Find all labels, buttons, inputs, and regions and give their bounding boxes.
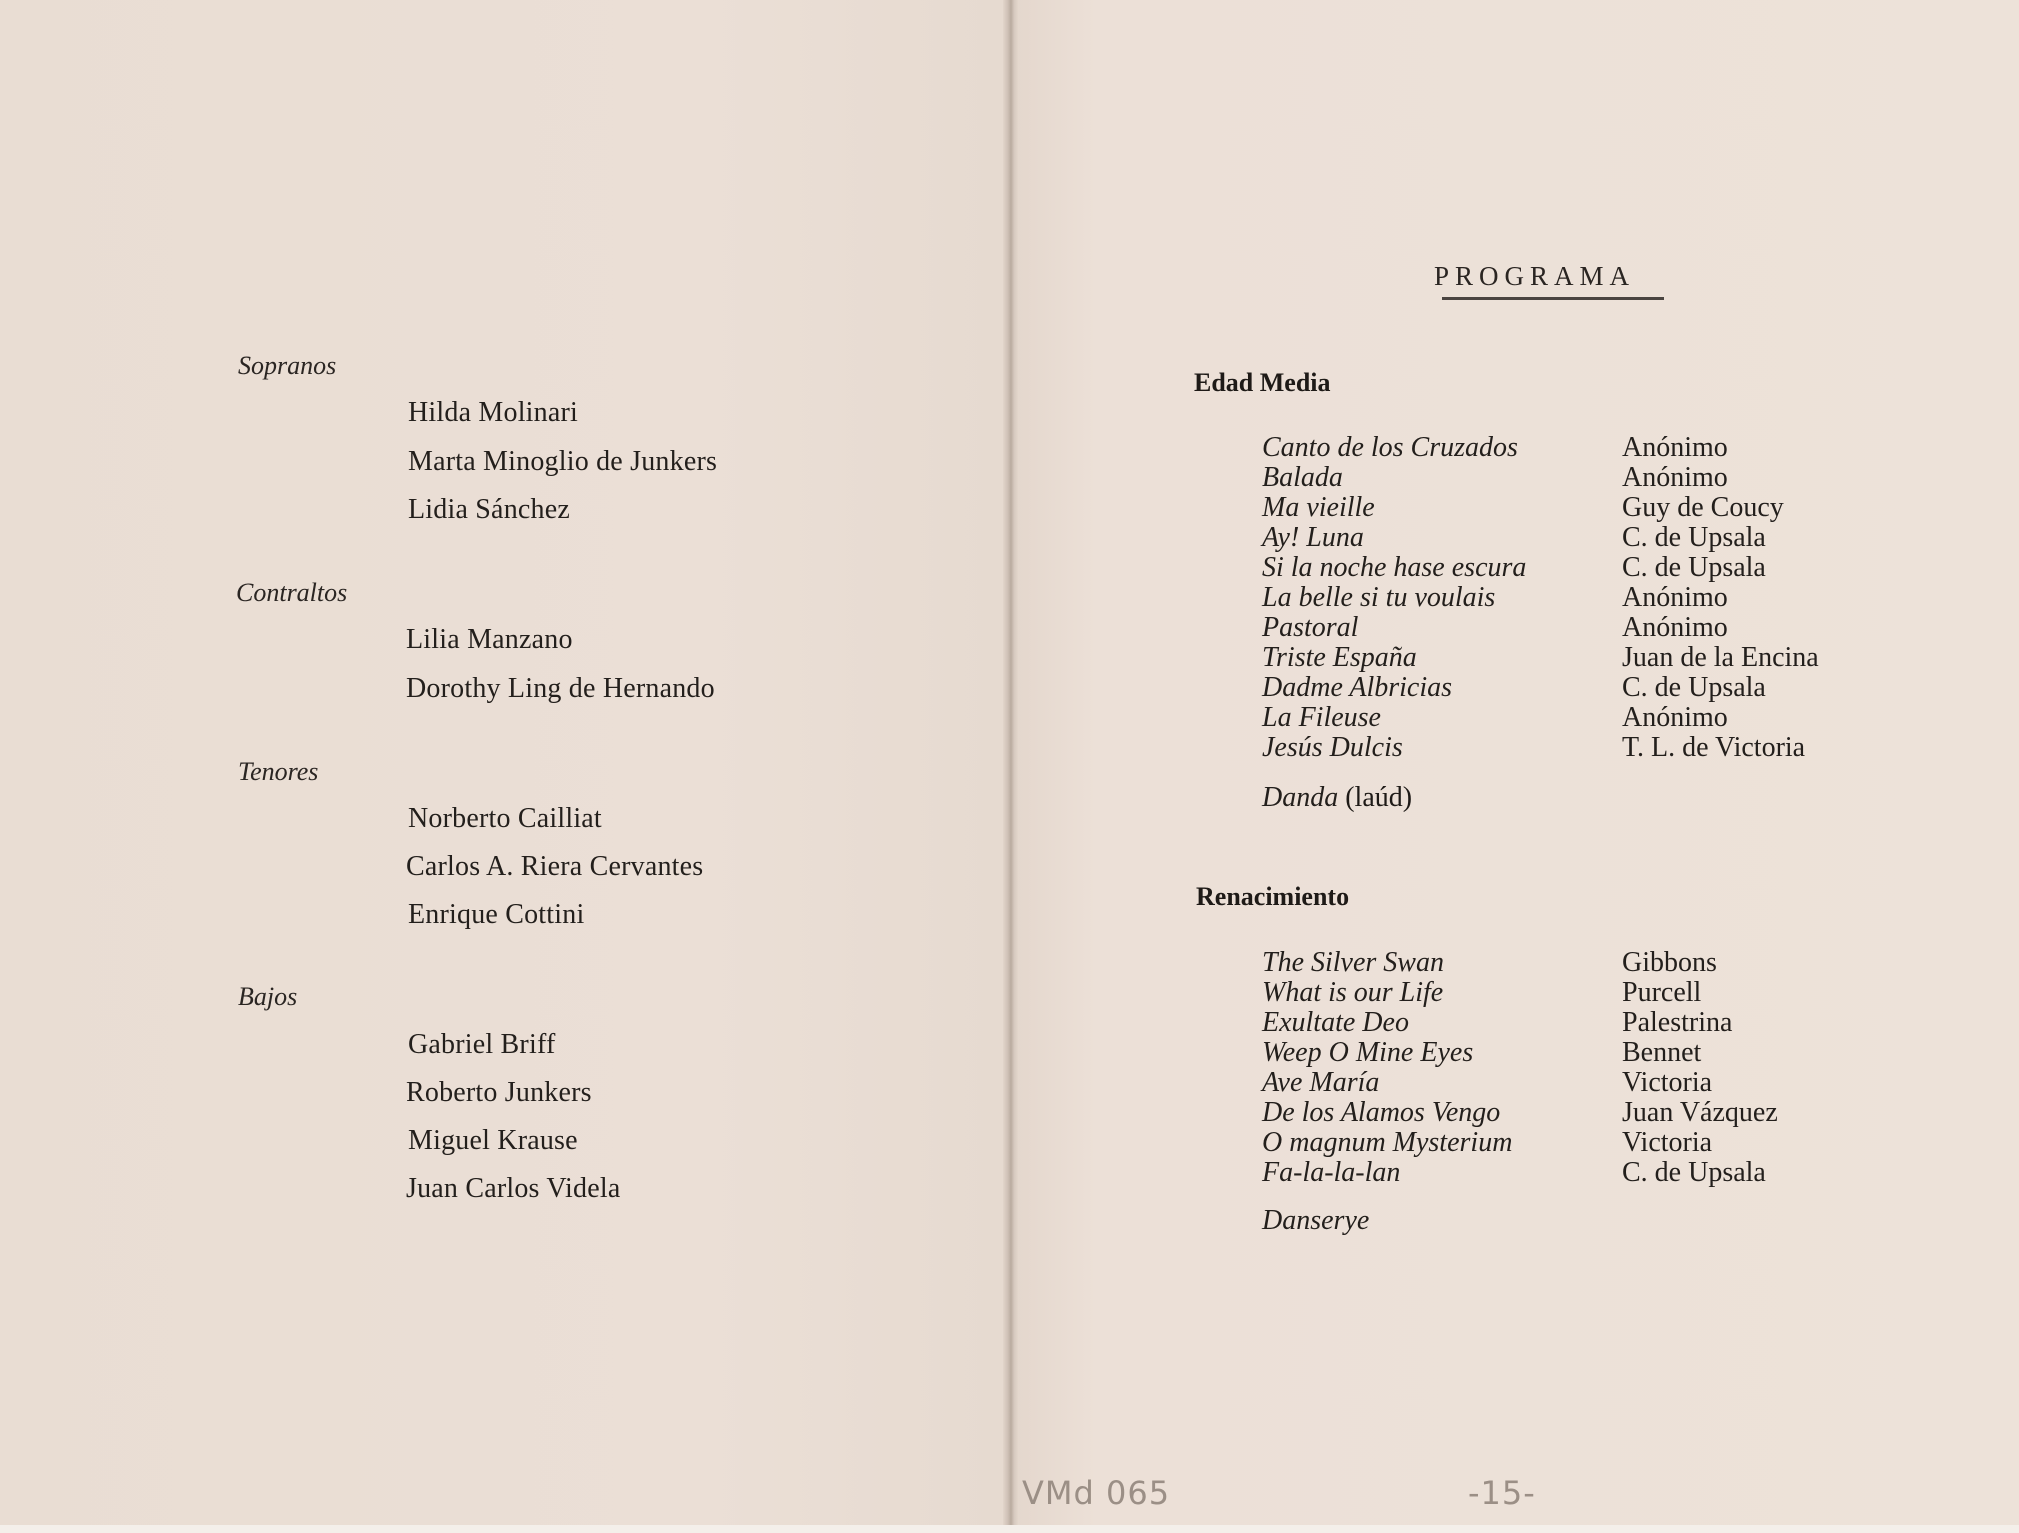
composer-name: C. de Upsala — [1622, 1157, 1766, 1188]
work-title: Fa-la-la-lan — [1262, 1157, 1401, 1188]
member-name: Marta Minoglio de Junkers — [408, 446, 718, 477]
member-name: Miguel Krause — [408, 1125, 578, 1156]
composer-name: Palestrina — [1622, 1007, 1733, 1038]
work-title: Exultate Deo — [1262, 1007, 1409, 1038]
member-name: Enrique Cottini — [408, 899, 585, 930]
title-underline — [1442, 297, 1664, 300]
member-name: Juan Carlos Videla — [406, 1173, 621, 1204]
section-heading-edad-media: Edad Media — [1194, 368, 1331, 397]
right-page — [1016, 0, 2019, 1533]
composer-name: Gibbons — [1622, 947, 1717, 978]
work-title: What is our Life — [1262, 977, 1444, 1008]
member-name: Dorothy Ling de Hernando — [406, 673, 715, 704]
voice-label-sopranos: Sopranos — [238, 351, 337, 380]
center-fold — [1003, 0, 1019, 1533]
member-name: Lilia Manzano — [406, 624, 573, 655]
work-title: Canto de los Cruzados — [1262, 432, 1518, 463]
work-title: Pastoral — [1262, 612, 1359, 643]
catalog-mark: VMd 065 — [1022, 1474, 1171, 1512]
instrumental-item: Danserye — [1262, 1205, 1370, 1236]
page-edge — [0, 1525, 2019, 1533]
composer-name: Purcell — [1622, 977, 1702, 1008]
voice-label-contraltos: Contraltos — [236, 578, 348, 607]
composer-name: Anónimo — [1622, 582, 1728, 613]
member-name: Gabriel Briff — [408, 1029, 556, 1060]
work-list-edad-media — [1262, 433, 1526, 763]
section-heading-renacimiento: Renacimiento — [1196, 882, 1350, 911]
composer-name: Juan de la Encina — [1622, 642, 1819, 673]
member-name: Hilda Molinari — [408, 397, 578, 428]
composer-name: T. L. de Victoria — [1622, 732, 1806, 763]
work-title: The Silver Swan — [1262, 947, 1444, 978]
composer-name: C. de Upsala — [1622, 522, 1766, 553]
work-title: Jesús Dulcis — [1262, 732, 1403, 763]
composer-name: C. de Upsala — [1622, 552, 1766, 583]
work-list-renacimiento — [1262, 948, 1512, 1188]
work-title: Triste España — [1262, 642, 1417, 673]
work-title: Si la noche hase escura — [1262, 552, 1527, 583]
voice-label-bajos: Bajos — [238, 982, 298, 1011]
work-title: Ave María — [1262, 1067, 1380, 1098]
work-title: La belle si tu voulais — [1262, 582, 1496, 613]
composer-name: Victoria — [1622, 1067, 1713, 1098]
member-name: Roberto Junkers — [406, 1077, 592, 1108]
work-title: Dadme Albricias — [1262, 672, 1453, 703]
work-title: Ma vieille — [1262, 492, 1375, 523]
work-title: Weep O Mine Eyes — [1262, 1037, 1474, 1068]
work-title: O magnum Mysterium — [1262, 1127, 1513, 1158]
composer-name: Bennet — [1622, 1037, 1702, 1068]
composer-list-renacimiento — [1622, 948, 1778, 1188]
work-title: De los Alamos Vengo — [1262, 1097, 1501, 1128]
work-title: La Fileuse — [1262, 702, 1381, 733]
member-name: Norberto Cailliat — [408, 803, 602, 834]
composer-name: Anónimo — [1622, 462, 1728, 493]
program-title: PROGRAMA — [1434, 261, 1636, 291]
member-name: Carlos A. Riera Cervantes — [406, 851, 704, 882]
instrument-note: (laúd) — [1345, 782, 1413, 813]
member-name: Lidia Sánchez — [408, 494, 570, 525]
instrumental-item — [1262, 782, 1412, 814]
page-number-mark: -15- — [1468, 1474, 1536, 1512]
work-title: Ay! Luna — [1262, 522, 1364, 553]
work-title: Danda — [1262, 782, 1339, 813]
work-title: Balada — [1262, 462, 1343, 493]
composer-name: Anónimo — [1622, 702, 1728, 733]
composer-name: Anónimo — [1622, 432, 1728, 463]
composer-name: Anónimo — [1622, 612, 1728, 643]
composer-name: Juan Vázquez — [1622, 1097, 1778, 1128]
voice-label-tenores: Tenores — [238, 757, 319, 786]
composer-name: C. de Upsala — [1622, 672, 1766, 703]
composer-name: Guy de Coucy — [1622, 492, 1784, 523]
composer-list-edad-media — [1622, 433, 1819, 763]
composer-name: Victoria — [1622, 1127, 1713, 1158]
